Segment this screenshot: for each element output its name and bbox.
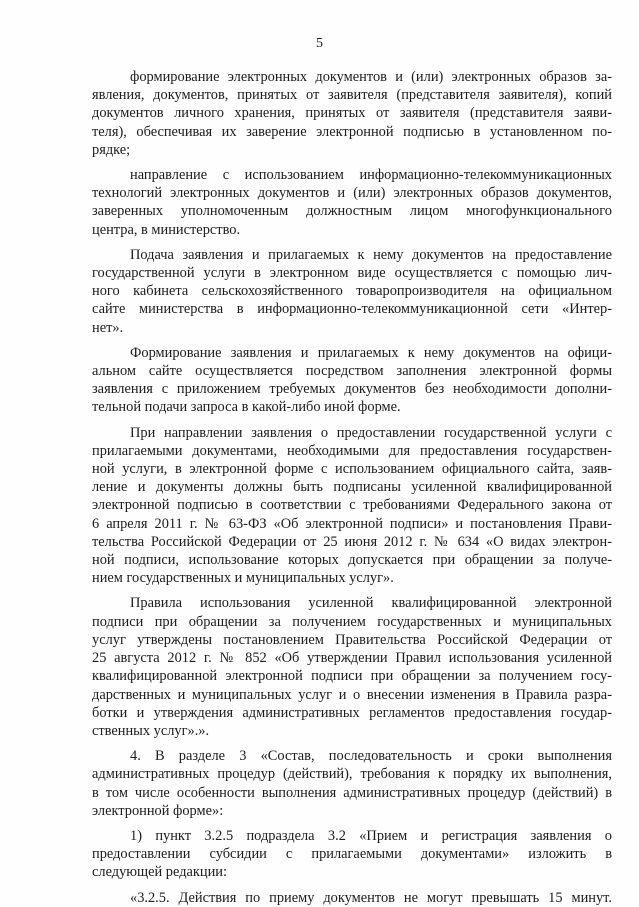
page-number: 5 [316, 36, 323, 51]
paragraph [92, 68, 612, 159]
text-line: в том числе особенности выполнения административных процедур (действий) в [92, 784, 612, 801]
text-line: теля), обеспечивая их заверение электронной подписью в установленном по- [92, 123, 612, 140]
paragraph-spacing [92, 882, 612, 889]
text-line: следующей редакции: [92, 864, 227, 881]
text-line: центра, в министерство. [92, 221, 241, 238]
text-line: заверенных уполномоченным должностным лицом многофункционального [92, 203, 612, 220]
text-line: ботки и утверждения административных регламентов предоставления государ- [92, 704, 612, 721]
text-line: заявления с приложением требуемых документов без необходимости дополни- [92, 381, 612, 398]
paragraph-spacing [92, 159, 612, 166]
paragraph [92, 889, 612, 907]
paragraph-spacing [92, 820, 612, 827]
text-line: предоставлении субсидии с прилагаемыми документами» изложить в [92, 846, 612, 863]
text-line: ственных услуг».». [92, 722, 210, 739]
paragraph [92, 424, 612, 588]
text-line: государственной услуги в электронном виде осуществляется с помощью лич- [92, 265, 612, 282]
document-body [92, 68, 612, 907]
text-line: тельной подачи запроса в какой-либо иной форме. [92, 399, 401, 416]
text-line: рядке; [92, 141, 131, 158]
text-line: Правила использования усиленной квалифицированной электронной [130, 595, 612, 612]
text-line: формирование электронных документов и (или) электронных образов за- [130, 69, 612, 85]
text-line: 4. В разделе 3 «Состав, последовательность и сроки выполнения [130, 748, 612, 765]
text-line: ного кабинета сельскохозяйственного товаропроизводителя на официальном [92, 283, 612, 300]
paragraph-spacing [92, 239, 612, 246]
text-line: прилагаемыми документами, необходимыми для предоставления государствен- [92, 442, 612, 459]
text-line: документов личного хранения, принятых от заявителя (представителя заяви- [92, 105, 612, 122]
paragraph-spacing [92, 740, 612, 747]
paragraph [92, 594, 612, 740]
text-line: Формирование заявления и прилагаемых к нему документов на офици- [130, 344, 612, 361]
text-line: квалифицированной электронной подписи при обращении за получением госу- [92, 668, 612, 685]
text-line: ной подписи, использование которых допускается при обращении за получе- [92, 552, 612, 569]
text-line: Подача заявления и прилагаемых к нему документов на предоставление [130, 246, 612, 263]
text-line: ление и документы должны быть подписаны усиленной квалифицированной [92, 479, 612, 496]
text-line: явления, документов, принятых от заявителя (представителя заявителя), копий [92, 87, 612, 104]
text-line: нием государственных и муниципальных услуг». [92, 570, 394, 587]
text-line: электронной подписью в соответствии с требованиями Федерального закона от [92, 497, 612, 514]
text-line: административных процедур (действий), требования к порядку их выполнения, [92, 766, 612, 783]
text-line: При направлении заявления о предоставлении государственной услуги с [130, 424, 612, 441]
paragraph [92, 827, 612, 882]
text-line: 25 августа 2012 г. № 852 «Об утверждении Правил использования усиленной [92, 650, 612, 667]
paragraph [92, 246, 612, 337]
text-line: электронной форме»: [92, 802, 224, 819]
text-line: 1) пункт 3.2.5 подраздела 3.2 «Прием и регистрация заявления о [130, 827, 612, 844]
text-line: технологий электронных документов и (или) электронных образов документов, [92, 185, 612, 202]
text-line: «3.2.5. Действия по приему документов не могут превышать 15 минут. [130, 889, 612, 906]
text-line: направление с использованием информационно-телекоммуникационных [130, 167, 612, 184]
text-line: 6 апреля 2011 г. № 63-ФЗ «Об электронной подписи» и постановления Прави- [92, 515, 612, 532]
paragraph [92, 344, 612, 417]
paragraph [92, 166, 612, 239]
text-line: дарственных и муниципальных услуг и о внесении изменения в Правила разра- [92, 686, 612, 703]
text-line: тельства Российской Федерации от 25 июня 2012 г. № 634 «О видах электрон- [92, 533, 612, 550]
text-line: альном сайте осуществляется посредством заполнения электронной формы [92, 363, 612, 380]
text-line: сайте министерства в информационно-телекоммуникационной сети «Интер- [92, 301, 612, 318]
paragraph-spacing [92, 337, 612, 344]
text-line: подписи при обращении за получением государственных и муниципальных [92, 613, 612, 630]
paragraph [92, 747, 612, 820]
paragraph-spacing [92, 417, 612, 424]
text-line: услуг утверждены постановлением Правительства Российской Федерации от [92, 631, 612, 648]
text-line: нет». [92, 319, 124, 336]
paragraph-spacing [92, 587, 612, 594]
text-line: ной услуги, в электронной форме с использованием официального сайта, заяв- [92, 461, 612, 478]
